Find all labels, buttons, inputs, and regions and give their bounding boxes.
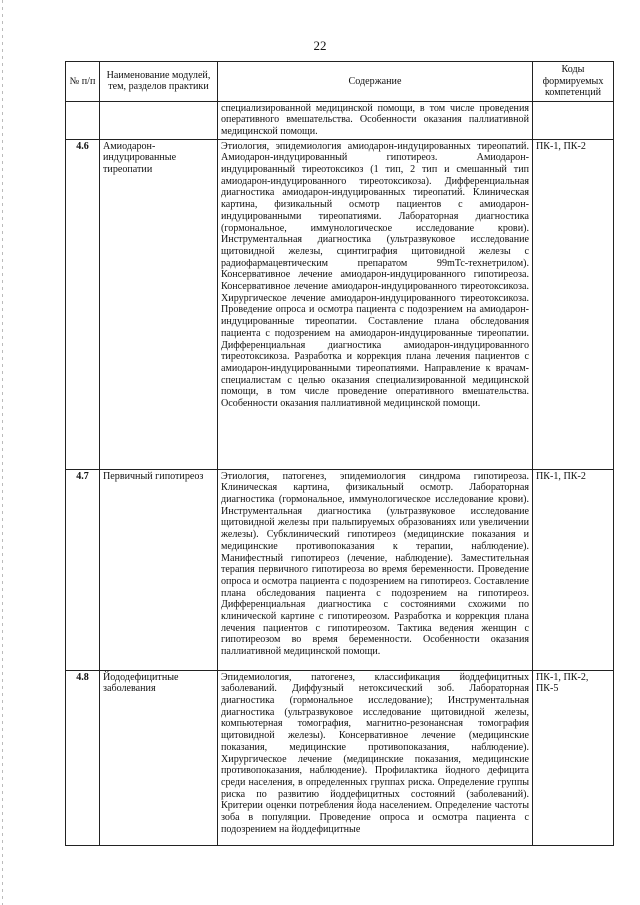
table-row [66, 139, 614, 469]
row-name: Первичный гипотиреоз [100, 469, 218, 670]
row-name: Йододефицитные заболевания [100, 670, 218, 845]
header-codes: Коды формируемых компетенций [533, 62, 614, 102]
header-num: № п/п [66, 62, 100, 102]
row-content: специализированной медицинской помощи, в том числе проведения оперативного вмешательства. Особенности оказания паллиативной медицинской помощи. [218, 101, 533, 139]
curriculum-table [65, 61, 614, 846]
row-codes: ПК-1, ПК-2, ПК-5 [533, 670, 614, 845]
table-row [66, 670, 614, 845]
row-codes [533, 101, 614, 139]
header-content: Содержание [218, 62, 533, 102]
page-number: 22 [313, 38, 327, 53]
row-codes: ПК-1, ПК-2 [533, 469, 614, 670]
row-name [100, 101, 218, 139]
row-codes: ПК-1, ПК-2 [533, 139, 614, 469]
header-name: Наименование модулей, тем, разделов практики [100, 62, 218, 102]
row-num: 4.8 [66, 670, 100, 845]
table-row [66, 101, 614, 139]
scan-edge-artifact [2, 0, 3, 905]
table-row [66, 469, 614, 670]
row-content: Этиология, патогенез, эпидемиология синдрома гипотиреоза. Клиническая картина, физикальный осмотр. Лабораторная диагностика (гормональное, иммунологическое исследование крови). Инструментальная диагностика (ультразвуковое исследование щитовидной железы при пальпируемых образованиях или увеличении железы). Субклинический гипотиреоз (медицинские показания и медицинские противопоказания к терапии, наблюдение). Манифестный гипотиреоз (лечение, наблюдение). Заместительная терапия первичного гипотиреоза во время беременности. Проведение опроса и осмотра пациента с подозрением на гипотиреоз. Составление плана обследования пациента с подозрением на гипотиреоз. Дифференциальная диагностика с состояниями схожими по клинической картине с гипотиреозом. Разработка и коррекция плана лечения пациентов с гипотиреозом. Тактика ведения женщин с гипотиреозом во время беременности. Особенности оказания паллиативной медицинской помощи. [218, 469, 533, 670]
row-num [66, 101, 100, 139]
row-name: Амиодарон-индуцированные тиреопатии [100, 139, 218, 469]
row-content: Эпидемиология, патогенез, классификация йоддефицитных заболеваний. Диффузный нетоксический зоб. Лабораторная диагностика (гормональное исследование); Инструментальная диагностика (ультразвуковое исследование щитовидной железы, компьютерная томография, магнитно-резонансная томография щитовидной железы). Консервативное лечение (медицинские показания, медицинские противопоказания, наблюдение). Хирургическое лечение (медицинские показания, медицинские противопоказания, наблюдение). Профилактика йодного дефицита среди населения, в определенных группах риска. Определение группы риска по развитию йоддефицитных состояний (заболеваний). Критерии оценки потребления йода населением. Определение частоты зоба в популяции. Проведение опроса и осмотра пациента с подозрением на йоддефицитные [218, 670, 533, 845]
table-header-row [66, 62, 614, 102]
row-content: Этиология, эпидемиология амиодарон-индуцированных тиреопатий. Амиодарон-индуцированный гипотиреоз. Амиодарон-индуцированный тиреотоксикоз (1 тип, 2 тип и смешанный тип амиодарон-индуцированного тиреотоксикоза). Дифференциальная диагностика амиодарон-индуцированных тиреопатий. Клиническая картина, физикальный осмотр пациентов с амиодарон-индуцированными тиреопатиями. Лабораторная диагностика (гормональное, иммунологическое исследование крови). Инструментальная диагностика (ультразвуковое исследование щитовидной железы, сцинтиграфия щитовидной железы с радиофармацевтическим препаратом 99mTc-технетрилом). Консервативное лечение амиодарон-индуцированного гипотиреоза. Консервативное лечение амиодарон-индуцированного тиреотоксикоза. Хирургическое лечение амиодарон-индуцированного тиреотоксикоза. Проведение опроса и осмотра пациента с подозрением на амиодарон-индуцированные тиреопатии. Составление плана обследования пациента с подозрением на амиодарон-индуцированные тиреопатии. Дифференциальная диагностика амиодарон-индуцированного тиреотоксикоза. Разработка и коррекция плана лечения пациентов с амиодарон-индуцированными тиреопатиями. Направление к врачам-специалистам с целью оказания специализированной медицинской помощи, в том числе проведение оперативного вмешательства. Особенности оказания паллиативной медицинской помощи. [218, 139, 533, 469]
row-num: 4.7 [66, 469, 100, 670]
row-num: 4.6 [66, 139, 100, 469]
